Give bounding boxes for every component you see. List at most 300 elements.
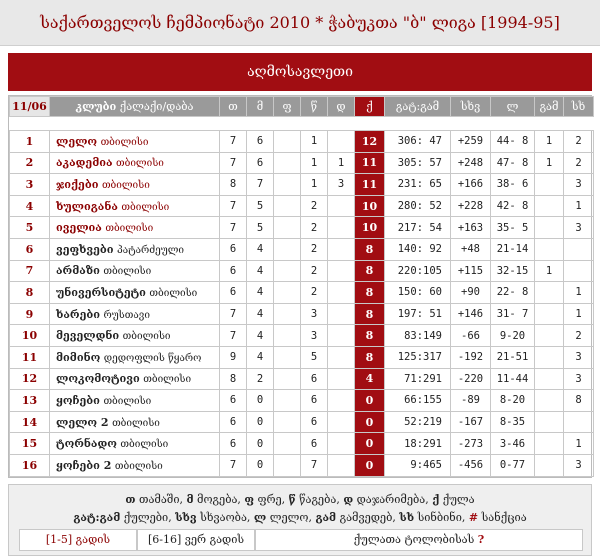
drawn-cell bbox=[274, 433, 301, 455]
legend-desc: მოგება, bbox=[193, 493, 245, 506]
table-row bbox=[10, 238, 594, 260]
header-row bbox=[10, 97, 594, 117]
forfeit-cell bbox=[328, 195, 355, 217]
sb-cell: 3 bbox=[564, 217, 594, 239]
record-cell: 22- 8 bbox=[491, 282, 535, 304]
record-cell: 0-77 bbox=[491, 454, 535, 476]
club-cell bbox=[50, 303, 220, 325]
legend-key: მ bbox=[186, 493, 194, 506]
won-cell: 4 bbox=[247, 346, 274, 368]
gm-cell bbox=[535, 454, 564, 476]
club-name: ვეფხვები bbox=[56, 242, 114, 256]
points-cell: 8 bbox=[355, 260, 385, 282]
club-cell bbox=[50, 260, 220, 282]
club-cell bbox=[50, 238, 220, 260]
club-name: ლელო bbox=[56, 134, 98, 148]
drawn-cell bbox=[274, 390, 301, 412]
legend-key: სხ bbox=[399, 511, 415, 524]
points-cell: 4 bbox=[355, 368, 385, 390]
diff-header: სხვ bbox=[451, 97, 491, 117]
legend-key: თ bbox=[125, 493, 136, 506]
legend-key-row bbox=[19, 529, 583, 551]
table-row bbox=[10, 454, 594, 476]
played-cell: 7 bbox=[220, 217, 247, 239]
row-position: 2 bbox=[10, 152, 50, 174]
gm-cell bbox=[535, 303, 564, 325]
club-city: თბილისი bbox=[121, 201, 170, 213]
sb-cell: 2 bbox=[564, 131, 594, 153]
club-name: ლოკომოტივი bbox=[56, 372, 140, 386]
gm-cell bbox=[535, 390, 564, 412]
gm-cell: 1 bbox=[535, 260, 564, 282]
goals-cell: 125:317 bbox=[385, 346, 451, 368]
goals-cell: 83:149 bbox=[385, 325, 451, 347]
club-name: იველია bbox=[56, 221, 102, 235]
row-position: 13 bbox=[10, 390, 50, 412]
drawn-cell bbox=[274, 174, 301, 196]
forfeit-cell bbox=[328, 238, 355, 260]
points-cell: 0 bbox=[355, 454, 385, 476]
club-city: თბილისი bbox=[120, 439, 169, 451]
legend-desc: ქულები, bbox=[120, 511, 176, 524]
goals-cell: 52:219 bbox=[385, 411, 451, 433]
gm-cell bbox=[535, 174, 564, 196]
row-position: 12 bbox=[10, 368, 50, 390]
points-cell: 12 bbox=[355, 131, 385, 153]
played-cell: 7 bbox=[220, 131, 247, 153]
club-name: ხულიგანა bbox=[56, 199, 118, 213]
legend-desc: სინბინი, bbox=[414, 511, 469, 524]
points-cell: 10 bbox=[355, 217, 385, 239]
club-name: აკადემია bbox=[56, 156, 113, 170]
sb-cell: 3 bbox=[564, 346, 594, 368]
table-row bbox=[10, 152, 594, 174]
legend-desc: ფრე, bbox=[253, 493, 289, 506]
table-row bbox=[10, 217, 594, 239]
won-cell: 4 bbox=[247, 282, 274, 304]
goals-cell: 150: 60 bbox=[385, 282, 451, 304]
drawn-cell bbox=[274, 368, 301, 390]
drawn-cell bbox=[274, 303, 301, 325]
club-name: უნივერსიტეტი bbox=[56, 285, 146, 299]
date-header: 11/06 bbox=[10, 97, 50, 117]
goals-cell: 9:465 bbox=[385, 454, 451, 476]
row-position: 6 bbox=[10, 238, 50, 260]
won-header: მ bbox=[247, 97, 274, 117]
lost-cell: 2 bbox=[301, 260, 328, 282]
played-cell: 9 bbox=[220, 346, 247, 368]
club-name: მიმინო bbox=[56, 350, 101, 364]
gm-cell bbox=[535, 368, 564, 390]
played-cell: 6 bbox=[220, 238, 247, 260]
won-cell: 0 bbox=[247, 433, 274, 455]
forfeit-cell bbox=[328, 303, 355, 325]
lost-cell: 1 bbox=[301, 174, 328, 196]
club-name: არმაზი bbox=[56, 264, 100, 278]
sb-cell: 3 bbox=[564, 454, 594, 476]
goals-cell: 306: 47 bbox=[385, 131, 451, 153]
sb-cell: 2 bbox=[564, 152, 594, 174]
club-cell bbox=[50, 174, 220, 196]
legend-key: წ bbox=[288, 493, 296, 506]
club-cell bbox=[50, 282, 220, 304]
club-cell bbox=[50, 152, 220, 174]
played-cell: 6 bbox=[220, 260, 247, 282]
lost-cell: 1 bbox=[301, 152, 328, 174]
drawn-cell bbox=[274, 217, 301, 239]
legend-desc: თამაში, bbox=[135, 493, 187, 506]
forfeit-cell bbox=[328, 217, 355, 239]
record-cell: 31- 7 bbox=[491, 303, 535, 325]
row-position: 14 bbox=[10, 411, 50, 433]
row-position: 1 bbox=[10, 131, 50, 153]
table-row bbox=[10, 303, 594, 325]
qualify-key: [1-5] გადის bbox=[19, 529, 137, 551]
legend-desc: სხვაობა, bbox=[196, 511, 254, 524]
gm-header: გამ bbox=[535, 97, 564, 117]
club-city: თბილისი bbox=[143, 374, 192, 386]
club-city: თბილისი bbox=[105, 223, 154, 235]
club-city: თბილისი bbox=[103, 266, 152, 278]
goals-cell: 140: 92 bbox=[385, 238, 451, 260]
row-position: 8 bbox=[10, 282, 50, 304]
won-cell: 2 bbox=[247, 368, 274, 390]
club-city: რუსთავი bbox=[103, 309, 150, 321]
club-city: თბილისი bbox=[114, 460, 163, 472]
diff-cell: -456 bbox=[451, 454, 491, 476]
sb-cell: 1 bbox=[564, 303, 594, 325]
sb-cell bbox=[564, 260, 594, 282]
record-cell: 8-35 bbox=[491, 411, 535, 433]
won-cell: 6 bbox=[247, 131, 274, 153]
record-cell: 9-20 bbox=[491, 325, 535, 347]
sb-cell: 1 bbox=[564, 195, 594, 217]
club-city: თბილისი bbox=[112, 417, 160, 429]
played-cell: 7 bbox=[220, 325, 247, 347]
points-header: ქ bbox=[355, 97, 385, 117]
legend-key: # bbox=[468, 511, 479, 524]
table-row bbox=[10, 195, 594, 217]
lost-header: წ bbox=[301, 97, 328, 117]
forfeit-cell bbox=[328, 325, 355, 347]
table-row bbox=[10, 346, 594, 368]
won-cell: 4 bbox=[247, 260, 274, 282]
forfeit-cell bbox=[328, 411, 355, 433]
points-cell: 8 bbox=[355, 238, 385, 260]
won-cell: 4 bbox=[247, 238, 274, 260]
goals-cell: 18:291 bbox=[385, 433, 451, 455]
record-cell: 3-46 bbox=[491, 433, 535, 455]
points-cell: 11 bbox=[355, 152, 385, 174]
legend-key: ფ bbox=[244, 493, 254, 506]
row-position: 3 bbox=[10, 174, 50, 196]
diff-cell: +146 bbox=[451, 303, 491, 325]
drawn-cell bbox=[274, 411, 301, 433]
row-position: 5 bbox=[10, 217, 50, 239]
drawn-header: ფ bbox=[274, 97, 301, 117]
points-cell: 0 bbox=[355, 411, 385, 433]
title-bar bbox=[0, 0, 600, 46]
forfeit-cell bbox=[328, 346, 355, 368]
played-cell: 7 bbox=[220, 195, 247, 217]
record-cell: 11-44 bbox=[491, 368, 535, 390]
row-position: 4 bbox=[10, 195, 50, 217]
gm-cell bbox=[535, 282, 564, 304]
forfeit-cell bbox=[328, 390, 355, 412]
club-cell bbox=[50, 411, 220, 433]
diff-cell: +90 bbox=[451, 282, 491, 304]
won-cell: 0 bbox=[247, 454, 274, 476]
table-row bbox=[10, 174, 594, 196]
forfeit-cell bbox=[328, 433, 355, 455]
goals-cell: 231: 65 bbox=[385, 174, 451, 196]
lost-cell: 6 bbox=[301, 433, 328, 455]
club-cell bbox=[50, 433, 220, 455]
question-icon: ? bbox=[477, 533, 485, 546]
drawn-cell bbox=[274, 325, 301, 347]
club-city: დედოფლის წყარო bbox=[103, 352, 202, 364]
sb-cell bbox=[564, 411, 594, 433]
sb-cell: 1 bbox=[564, 282, 594, 304]
legend-desc: ლელო, bbox=[266, 511, 316, 524]
forfeit-cell: 3 bbox=[328, 174, 355, 196]
club-name: ტორნადო bbox=[56, 437, 117, 451]
legend-key: სხვ bbox=[175, 511, 197, 524]
diff-cell: -89 bbox=[451, 390, 491, 412]
drawn-cell bbox=[274, 152, 301, 174]
lost-cell: 6 bbox=[301, 411, 328, 433]
goals-cell: 220:105 bbox=[385, 260, 451, 282]
won-cell: 0 bbox=[247, 411, 274, 433]
legend-key: გამ bbox=[315, 511, 337, 524]
tiebreak-link[interactable]: ქულათა ტოლობისას ? bbox=[255, 529, 583, 551]
lost-cell: 2 bbox=[301, 238, 328, 260]
club-name: ყოჩები 2 bbox=[56, 458, 112, 472]
legend-key: დ bbox=[343, 493, 354, 506]
won-cell: 6 bbox=[247, 152, 274, 174]
goals-cell: 197: 51 bbox=[385, 303, 451, 325]
drawn-cell bbox=[274, 238, 301, 260]
diff-cell: +166 bbox=[451, 174, 491, 196]
goals-cell: 217: 54 bbox=[385, 217, 451, 239]
won-cell: 0 bbox=[247, 390, 274, 412]
club-name: ხარები bbox=[56, 307, 100, 321]
legend-desc: დაჯარიმება, bbox=[353, 493, 433, 506]
club-city: თბილისი bbox=[100, 136, 149, 148]
standings-table bbox=[9, 96, 594, 477]
diff-cell: +228 bbox=[451, 195, 491, 217]
row-position: 7 bbox=[10, 260, 50, 282]
forfeit-cell: 1 bbox=[328, 152, 355, 174]
played-cell: 6 bbox=[220, 411, 247, 433]
points-cell: 11 bbox=[355, 174, 385, 196]
lost-cell: 2 bbox=[301, 282, 328, 304]
lost-cell: 2 bbox=[301, 217, 328, 239]
played-cell: 7 bbox=[220, 454, 247, 476]
table-row bbox=[10, 411, 594, 433]
played-cell: 6 bbox=[220, 282, 247, 304]
record-cell: 8-20 bbox=[491, 390, 535, 412]
club-city: თბილისი bbox=[122, 331, 171, 343]
lost-cell: 2 bbox=[301, 195, 328, 217]
diff-cell: -167 bbox=[451, 411, 491, 433]
legend-desc: სანქცია bbox=[478, 511, 527, 524]
diff-cell: +48 bbox=[451, 238, 491, 260]
lost-cell: 6 bbox=[301, 390, 328, 412]
record-cell: 44- 8 bbox=[491, 131, 535, 153]
legend-key: ლ bbox=[253, 511, 267, 524]
lost-cell: 7 bbox=[301, 454, 328, 476]
table-row bbox=[10, 433, 594, 455]
gm-cell: 1 bbox=[535, 131, 564, 153]
forfeit-cell bbox=[328, 454, 355, 476]
drawn-cell bbox=[274, 195, 301, 217]
played-cell: 7 bbox=[220, 303, 247, 325]
legend-line-1 bbox=[9, 491, 591, 509]
gm-cell bbox=[535, 217, 564, 239]
club-city: თბილისი bbox=[101, 179, 150, 191]
sb-cell bbox=[564, 238, 594, 260]
sb-cell: 2 bbox=[564, 325, 594, 347]
played-cell: 7 bbox=[220, 152, 247, 174]
lost-cell: 3 bbox=[301, 303, 328, 325]
diff-cell: -66 bbox=[451, 325, 491, 347]
drawn-cell bbox=[274, 346, 301, 368]
legend-panel bbox=[8, 484, 592, 556]
club-name: ლელო 2 bbox=[56, 415, 109, 429]
points-cell: 8 bbox=[355, 346, 385, 368]
won-cell: 4 bbox=[247, 325, 274, 347]
club-name: ჯიქები bbox=[56, 177, 99, 191]
record-cell: 21-51 bbox=[491, 346, 535, 368]
record-cell: 38- 6 bbox=[491, 174, 535, 196]
points-cell: 0 bbox=[355, 390, 385, 412]
won-cell: 4 bbox=[247, 303, 274, 325]
table-row bbox=[10, 368, 594, 390]
points-cell: 8 bbox=[355, 325, 385, 347]
record-header: ლ bbox=[491, 97, 535, 117]
drawn-cell bbox=[274, 282, 301, 304]
club-city: თბილისი bbox=[103, 395, 152, 407]
club-cell bbox=[50, 131, 220, 153]
club-city: პატარძეული bbox=[117, 244, 184, 256]
club-cell bbox=[50, 346, 220, 368]
drawn-cell bbox=[274, 454, 301, 476]
lost-cell: 1 bbox=[301, 131, 328, 153]
club-header: კლუბი ქალაქი/დაბა bbox=[50, 97, 220, 117]
table-row bbox=[10, 390, 594, 412]
row-position: 11 bbox=[10, 346, 50, 368]
gm-cell bbox=[535, 195, 564, 217]
table-row bbox=[10, 282, 594, 304]
legend-desc: წაგება, bbox=[295, 493, 344, 506]
sb-cell: 3 bbox=[564, 368, 594, 390]
gm-cell bbox=[535, 411, 564, 433]
legend-key: გატ:გამ bbox=[73, 511, 121, 524]
diff-cell: -192 bbox=[451, 346, 491, 368]
sb-cell: 3 bbox=[564, 174, 594, 196]
record-cell: 35- 5 bbox=[491, 217, 535, 239]
club-city: თბილისი bbox=[116, 158, 164, 170]
row-position: 16 bbox=[10, 454, 50, 476]
club-cell bbox=[50, 325, 220, 347]
points-cell: 8 bbox=[355, 303, 385, 325]
row-position: 10 bbox=[10, 325, 50, 347]
points-cell: 0 bbox=[355, 433, 385, 455]
goals-cell: 280: 52 bbox=[385, 195, 451, 217]
table-row bbox=[10, 325, 594, 347]
goals-cell: 71:291 bbox=[385, 368, 451, 390]
diff-cell: -273 bbox=[451, 433, 491, 455]
club-cell bbox=[50, 195, 220, 217]
standings-table-wrap bbox=[8, 95, 592, 478]
legend-desc: ქულა bbox=[439, 493, 475, 506]
legend-key: ქ bbox=[432, 493, 440, 506]
club-cell bbox=[50, 390, 220, 412]
lost-cell: 5 bbox=[301, 346, 328, 368]
page-title: საქართველოს ჩემპიონატი 2010 * ჭაბუკთა "ბ" ლიგა [1994-95] bbox=[40, 13, 560, 32]
diff-cell: +248 bbox=[451, 152, 491, 174]
forfeit-cell bbox=[328, 282, 355, 304]
diff-cell: -220 bbox=[451, 368, 491, 390]
record-cell: 47- 8 bbox=[491, 152, 535, 174]
played-header: თ bbox=[220, 97, 247, 117]
legend-line-2 bbox=[9, 509, 591, 527]
club-name: მეველდნი bbox=[56, 329, 120, 343]
eliminated-key: [6-16] ვერ გადის bbox=[137, 529, 255, 551]
record-cell: 21-14 bbox=[491, 238, 535, 260]
club-cell bbox=[50, 454, 220, 476]
played-cell: 8 bbox=[220, 368, 247, 390]
sb-header: სხ bbox=[564, 97, 594, 117]
club-name: ყოჩები bbox=[56, 393, 100, 407]
table-row bbox=[10, 131, 594, 153]
played-cell: 8 bbox=[220, 174, 247, 196]
club-cell bbox=[50, 368, 220, 390]
gm-cell bbox=[535, 346, 564, 368]
row-position: 9 bbox=[10, 303, 50, 325]
row-position: 15 bbox=[10, 433, 50, 455]
lost-cell: 6 bbox=[301, 368, 328, 390]
drawn-cell bbox=[274, 131, 301, 153]
gm-cell bbox=[535, 325, 564, 347]
won-cell: 7 bbox=[247, 174, 274, 196]
record-cell: 42- 8 bbox=[491, 195, 535, 217]
section-header: აღმოსავლეთი bbox=[8, 53, 592, 91]
gm-cell bbox=[535, 433, 564, 455]
goals-header: გატ:გამ bbox=[385, 97, 451, 117]
diff-cell: +259 bbox=[451, 131, 491, 153]
table-row bbox=[10, 260, 594, 282]
won-cell: 5 bbox=[247, 195, 274, 217]
sb-cell: 1 bbox=[564, 433, 594, 455]
goals-cell: 305: 57 bbox=[385, 152, 451, 174]
forfeit-cell bbox=[328, 260, 355, 282]
forfeit-header: დ bbox=[328, 97, 355, 117]
diff-cell: +163 bbox=[451, 217, 491, 239]
club-cell bbox=[50, 217, 220, 239]
drawn-cell bbox=[274, 260, 301, 282]
played-cell: 6 bbox=[220, 433, 247, 455]
gm-cell bbox=[535, 238, 564, 260]
club-city: თბილისი bbox=[149, 287, 198, 299]
played-cell: 6 bbox=[220, 390, 247, 412]
legend-desc: გამვედებ, bbox=[336, 511, 400, 524]
forfeit-cell bbox=[328, 368, 355, 390]
gm-cell: 1 bbox=[535, 152, 564, 174]
forfeit-cell bbox=[328, 131, 355, 153]
points-cell: 10 bbox=[355, 195, 385, 217]
